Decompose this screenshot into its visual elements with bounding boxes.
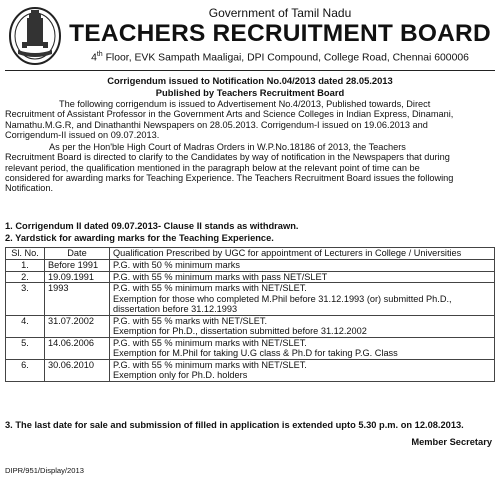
- qualification-line: P.G. with 55 % marks with NET/SLET.: [113, 315, 268, 326]
- member-secretary: Member Secretary: [411, 437, 492, 447]
- row-sl: 2.: [6, 271, 45, 283]
- paragraph-line: As per the Hon'ble High Court of Madras Orders in W.P.No.18186 of 2013, the Teachers: [49, 142, 406, 152]
- row-qualification: [110, 271, 495, 283]
- row-sl: 1.: [6, 260, 45, 272]
- header-qualification: Qualification Prescribed by UGC for appointment of Lecturers in College / Universities: [110, 248, 495, 260]
- qualification-line: dissertation before 31.12.1993: [113, 304, 238, 314]
- row-date: 31.07.2002: [45, 315, 110, 337]
- row-qualification: [110, 337, 495, 359]
- published-by: Published by Teachers Recruitment Board: [155, 87, 345, 98]
- table-row: [6, 260, 495, 272]
- paragraph-line: Namathu.M.G.R, and Dinathanthi Newspapers on 28.05.2013. Corrigendum-I issued on 19.06.2013 and: [5, 119, 428, 130]
- row-date: 1993: [45, 283, 110, 316]
- header-sl-no: Sl. No.: [6, 248, 45, 260]
- row-qualification: [110, 315, 495, 337]
- row-qualification: [110, 359, 495, 381]
- government-label: Government of Tamil Nadu: [208, 6, 352, 20]
- qualification-line: P.G. with 55 % minimum marks with NET/SLET.: [113, 283, 307, 293]
- qualification-line: Exemption for M.Phil for taking U.G class & Ph.D for taking P.G. Class: [113, 348, 398, 358]
- address-floor-number: 4: [91, 52, 97, 64]
- qualification-line: Exemption for those who completed M.Phil before 31.12.1993 (or) submitted Ph.D.,: [113, 293, 452, 304]
- paragraph-intro: [5, 99, 495, 140]
- header-rule: [5, 70, 495, 71]
- row-sl: 4.: [6, 315, 45, 337]
- address-floor-suffix: th: [96, 51, 103, 58]
- row-date: 19.09.1991: [45, 271, 110, 283]
- qualification-line: P.G. with 55 % minimum marks with NET/SLET.: [113, 337, 307, 348]
- dipr-code: DIPR/951/Display/2013: [5, 466, 84, 475]
- paragraph-line: Recruitment of Assistant Professor in the Government Arts and Science Colleges in Indian Express, Dinamani,: [5, 109, 454, 120]
- row-date: Before 1991: [45, 260, 110, 272]
- paragraph-line: relevant period, the qualification mentioned in the paragraph below at the relevant point of time can be: [5, 162, 420, 173]
- row-sl: 6.: [6, 359, 45, 381]
- qualification-line: Exemption for Ph.D., dissertation submitted before 31.12.2002: [113, 326, 367, 336]
- board-title: TEACHERS RECRUITMENT BOARD: [69, 20, 491, 47]
- row-qualification: [110, 283, 495, 316]
- header-date: Date: [45, 248, 110, 260]
- row-sl: 5.: [6, 337, 45, 359]
- table-row: [6, 315, 495, 337]
- row-date: 14.06.2006: [45, 337, 110, 359]
- notice-header: [6, 6, 494, 68]
- table-row: [6, 359, 495, 381]
- item-1: 1. Corrigendum II dated 09.07.2013- Clause II stands as withdrawn.: [5, 221, 299, 231]
- paragraph-court-order: [5, 142, 495, 193]
- table-row: [6, 283, 495, 316]
- paragraph-line: Notification.: [5, 183, 54, 194]
- qualification-line: P.G. with 55 % minimum marks with pass NET/SLET: [113, 271, 328, 282]
- table-header-row: [6, 248, 495, 260]
- qualification-line: P.G. with 50 % minimum marks: [113, 260, 240, 270]
- paragraph-line: Corrigendum-II issued on 09.07.2013.: [5, 129, 160, 140]
- paragraph-line: considered for awarding marks for Teaching Experience. The Teachers Recruitment Board issues the following: [5, 172, 454, 183]
- corrigendum-title: Corrigendum issued to Notification No.04/2013 dated 28.05.2013: [107, 75, 393, 86]
- item-2: 2. Yardstick for awarding marks for the Teaching Experience.: [5, 233, 274, 243]
- row-date: 30.06.2010: [45, 359, 110, 381]
- address-text: Floor, EVK Sampath Maaligai, DPI Compound, College Road, Chennai 600006: [102, 52, 469, 64]
- yardstick-table: [5, 247, 495, 382]
- row-qualification: [110, 260, 495, 272]
- item-3: 3. The last date for sale and submission of filled in application is extended upto 5.30 p.m. on 12.08.2013.: [5, 420, 464, 430]
- tamil-nadu-emblem-icon: [8, 6, 62, 66]
- paragraph-line: The following corrigendum is issued to Advertisement No.4/2013, Published towards, Direct: [59, 99, 431, 109]
- table-row: [6, 337, 495, 359]
- row-sl: 3.: [6, 283, 45, 316]
- table-row: [6, 271, 495, 283]
- qualification-line: Exemption only for Ph.D. holders: [113, 370, 248, 380]
- paragraph-line: Recruitment Board is directed to clarify to the Candidates by way of notification in the Newspapers that during: [5, 152, 450, 163]
- board-address: [66, 51, 494, 63]
- qualification-line: P.G. with 55 % minimum marks with NET/SLET.: [113, 359, 307, 370]
